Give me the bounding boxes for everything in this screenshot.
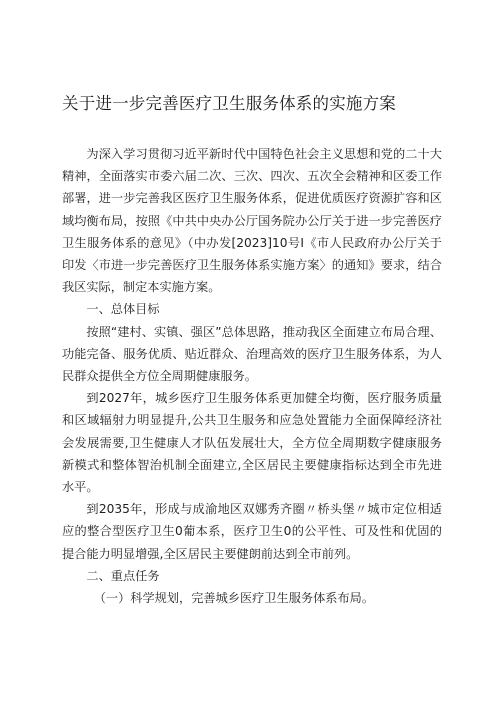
document-body — [62, 143, 442, 609]
goals-paragraph-approach: 按照“建村、实镇、强区”总体思路，推动我区全面建立布局合理、功能完备、服务优质、贴近群众、治理高效的医疗卫生服务体系，为人民群众提供全方位全周期健康服务。 — [62, 324, 442, 384]
intro-paragraph: 为深入学习贯彻习近平新时代中国特色社会主义思想和党的二十大精神，全面落实市委六届二次、三次、四次、五次全会精神和区委工作部署，进一步完善我区医疗卫生服务体系，促进优质医疗资源扩容和区域均衡布局，按照《中共中央办公厅国务院办公厅关于进一步完善医疗卫生服务体系的意见》（中办发[2023]10号I《市人民政府办公厅关于印发〈市进一步完善医疗卫生服务体系实施方案〉的通知》要求，结合我区实际，制定本实施方案。 — [62, 147, 442, 295]
subsection-heading-planning: （一）科学规划，完善城乡医疗卫生服务体系布局。 — [93, 591, 375, 606]
section-heading-key-tasks: 二、重点任务 — [86, 568, 160, 583]
goals-paragraph-2035: 到2035年，形成与成渝地区双娜秀齐圈〃桥头堡〃城市定位相适应的整合型医疗卫生0葡本系，医疗卫生0的公平性、可及性和优固的提合能力明显增强,全区居民主要健朗前达到全市前列。 — [62, 502, 442, 561]
goals-paragraph-2027: 到2027年，城乡医疗卫生服务体系更加健全均衡，医疗服务质量和区域辐射力明显提升,公共卫生服务和应急处置能力全面保障经济社会发展需要,卫生健康人才队伍发展壮大，全方位全周期数字健康服务新模式和整体智治机制全面建立,全区居民主要健康指标达到全市先进水平。 — [62, 391, 442, 495]
document-title: 关于进一步完善医疗卫生服务体系的实施方案 — [62, 94, 396, 113]
section-heading-overall-goals: 一、总体目标 — [86, 302, 160, 317]
